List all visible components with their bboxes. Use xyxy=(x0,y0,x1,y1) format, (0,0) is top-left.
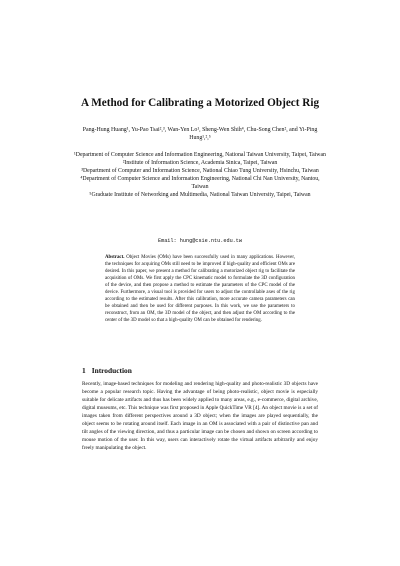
affiliation-list xyxy=(72,151,328,199)
section-title: Introduction xyxy=(91,366,132,375)
affiliation-item: ²Institute of Information Science, Academia Sinica, Taipei, Taiwan xyxy=(122,160,278,166)
introduction-paragraph: Recently, image-based techniques for modeling and rendering high-quality and photo-realistic 3D objects have become a popular research topic. Having the advantage of being photo-realistic, object movie is especially suitable for delicate artifacts and thus has been widely applied to many areas, e.g., e-commerce, digital archive, digital museums, etc. This technique was first proposed in Apple QuickTime VR [4]. An object movie is a set of images taken from different perspectives around a 3D object; when the images are played sequentially, the object seems to be rotating around itself. Each image in an OM is associated with a pair of distinctive pan and tilt angles of the viewing direction, and thus a particular image can be chosen and shown on screen according to mouse motion of the user. In this way, users can interactively rotate the virtual artifacts arbitrarily and enjoy freely manipulating the object. xyxy=(82,381,318,451)
affiliation-item: ³Department of Computer and Information Science, National Chiao Tung University, Hsinchu, Taiwan xyxy=(81,168,319,174)
affiliation-item: ⁴Department of Computer Science and Information Engineering, National Chi Nan University, Nantou, Taiwan xyxy=(80,176,320,190)
abstract-text: Object Movies (OMs) have been successfully used in many applications. However, the techniques for acquiring OMs still need to be improved if high-quality and efficient OMs are desired. In this paper, we present a method for calibrating a motorized object rig to facilitate the acquisition of OMs. We first apply the CPC kinematic model to formulate the 3D configuration of the device, and then propose a method to estimate the parameters of the CPC model of the device. Furthermore, a visual tool is provided for users to adjust the controllable axes of the rig according to the estimated results. After this calibration, more accurate camera parameters can be obtained and then be used for different purposes. In this work, we use the parameters to reconstruct, from an OM, the 3D model of the object, and then adjust the OM according to the center of the 3D model so that a high-quality OM can be obtained for rendering. xyxy=(105,255,295,323)
affiliation-item: ⁵Graduate Institute of Networking and Multimedia, National Taiwan University, Taipei, Taiwan xyxy=(89,192,311,198)
contact-email: Email: hung@csie.ntu.edu.tw xyxy=(157,238,243,244)
section-number: 1 xyxy=(82,366,86,375)
author-list: Pang-Hung Huang¹, Yu-Pao Tsai²,³, Wan-Yen Lo¹, Sheng-Wen Shih⁴, Chu-Song Chen², and Yi-Ping Hung¹,²,⁵ xyxy=(82,127,318,141)
section-heading xyxy=(82,366,132,376)
abstract xyxy=(105,254,295,324)
paper-title: A Method for Calibrating a Motorized Object Rig xyxy=(80,97,320,109)
affiliation-item: ¹Department of Computer Science and Information Engineering, National Taiwan University, Taipei, Taiwan xyxy=(74,152,326,158)
abstract-label: Abstract. xyxy=(105,255,125,260)
